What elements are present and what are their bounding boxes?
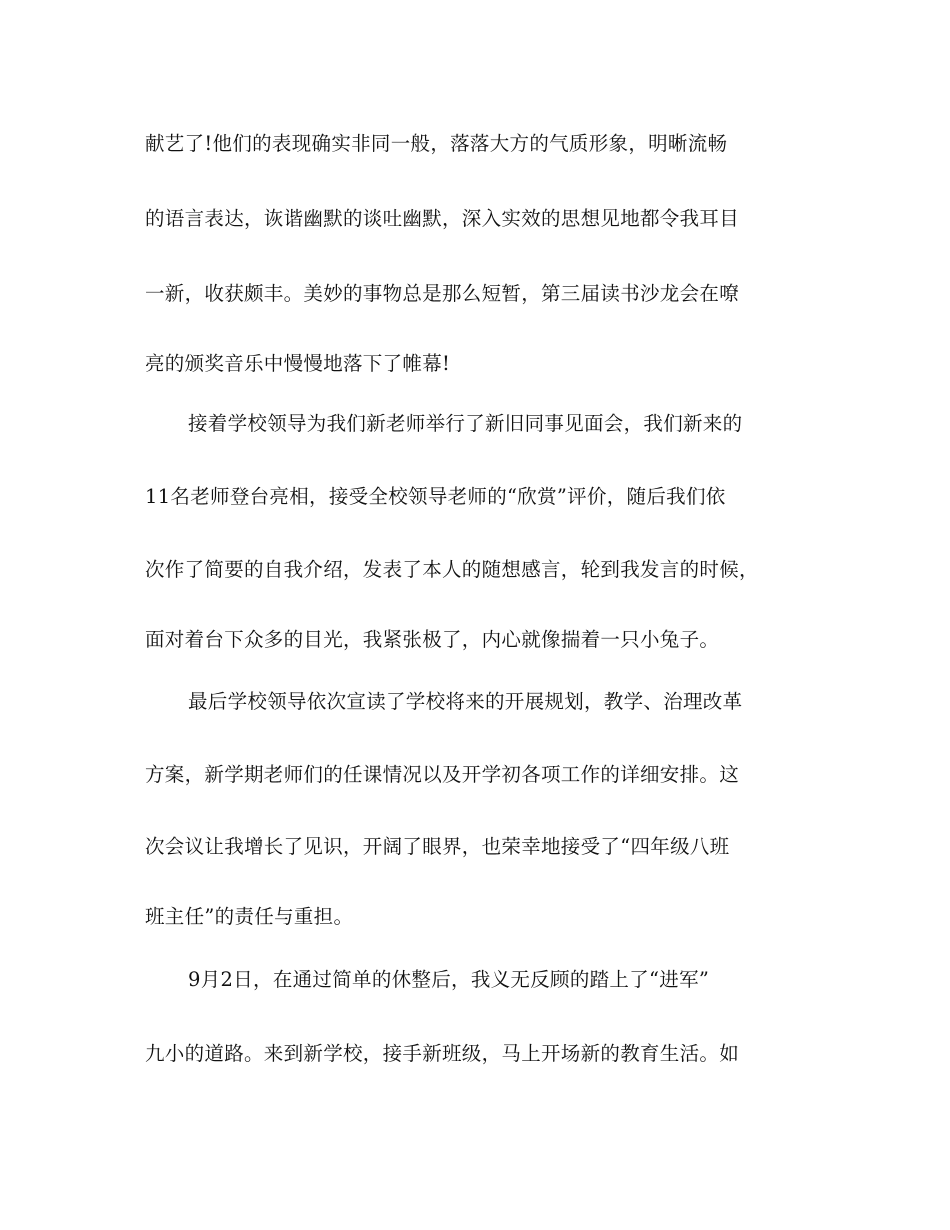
text-line: 班主任”的责任与重担。 — [145, 905, 354, 928]
paragraph-start-line: 接着学校领导为我们新老师举行了新旧同事见面会，我们新来的 — [188, 412, 743, 435]
text-line: 亮的颁奖音乐中慢慢地落下了帷幕! — [145, 352, 451, 375]
text-line: 方案，新学期老师们的任课情况以及开学初各项工作的详细安排。这 — [145, 763, 740, 786]
paragraph-start-line: 最后学校领导依次宣读了学校将来的开展规划，教学、治理改革 — [188, 690, 743, 713]
text-line: 的语言表达，诙谐幽默的谈吐幽默，深入实效的思想见地都令我耳目 — [145, 207, 740, 230]
text-line: 11名老师登台亮相，接受全校领导老师的“欣赏”评价，随后我们依 — [145, 485, 726, 508]
text-line: 献艺了!他们的表现确实非同一般，落落大方的气质形象，明晰流畅 — [145, 132, 728, 155]
paragraph-start-line: 9月2日，在通过简单的休整后，我义无反顾的踏上了“进军” — [188, 968, 710, 991]
text-line: 面对着台下众多的目光，我紧张极了，内心就像揣着一只小兔子。 — [145, 628, 720, 651]
text-line: 九小的道路。来到新学校，接手新班级，马上开场新的教育生活。如 — [145, 1042, 740, 1065]
text-line: 次会议让我增长了见识，开阔了眼界，也荣幸地接受了“四年级八班 — [145, 835, 730, 858]
text-line: 一新，收获颇丰。美妙的事物总是那么短暂，第三届读书沙龙会在嘹 — [145, 282, 740, 305]
text-line: 次作了简要的自我介绍，发表了本人的随想感言，轮到我发言的时候， — [145, 558, 759, 581]
